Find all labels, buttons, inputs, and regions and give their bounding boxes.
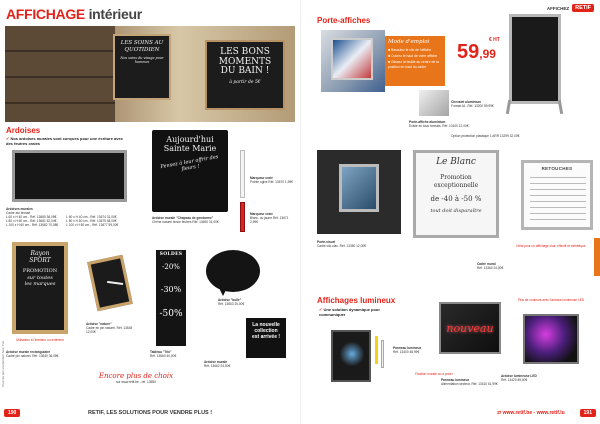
hero-board-right-line3: DU BAIN ! bbox=[220, 66, 270, 76]
mode-step-text: Ouvrez le haut de votre affiche bbox=[391, 54, 438, 59]
soldes-board bbox=[156, 250, 186, 346]
header-tag: AFFICHEZ bbox=[546, 5, 570, 11]
section-porte-affiches: Porte-affiches bbox=[317, 16, 371, 25]
soldes-value-2: -30% bbox=[160, 285, 182, 294]
soldes-caption: Tableau "Trio" bbox=[150, 350, 172, 354]
section-ardoises: Ardoises bbox=[6, 126, 41, 135]
mode-step-text: Basculez le clic de l'affiche bbox=[391, 48, 432, 52]
side-legal-text: Tous les prix s'entendent hors TVA bbox=[1, 341, 5, 387]
marqueur-craie-info bbox=[250, 176, 296, 184]
big-ardoise-row: L 80 x H 60 cm - Réf. 13681 52,04€ bbox=[6, 219, 57, 223]
le-blanc-line2: Promotion bbox=[440, 174, 472, 181]
big-ardoise-row: L 100 x H 60 cm - Réf. 13682 70,08€ bbox=[6, 223, 59, 227]
collection-board bbox=[246, 318, 286, 358]
big-ardoise-row: L 60 x H 40 cm - Réf. 13680 36,08€ bbox=[6, 215, 57, 219]
price-currency: € bbox=[489, 37, 492, 43]
led-note: Plus de couleurs avec l'ardoise lumineuse LED bbox=[517, 298, 585, 302]
hero-board-left bbox=[113, 34, 171, 100]
nature-spec: Cadre en pin naturel. Réf. 13645 12,00€ bbox=[86, 326, 133, 334]
hero-board-right-price: à partir de 5€ bbox=[229, 79, 261, 85]
chevalet-caption: Ardoise murale "Chapeau de gendarme" bbox=[152, 216, 214, 220]
price-dec: ,99 bbox=[479, 47, 496, 61]
rayon-note: Utilisation à l'intérieur ou extérieur bbox=[16, 338, 64, 342]
panneau-lum-spec: Réf. 13400 48,99€ bbox=[393, 350, 420, 354]
big-ardoise-row: L 60 x H 40 cm - Réf. 13674 31,00€ bbox=[66, 215, 117, 219]
led-board-glow bbox=[339, 342, 365, 366]
big-ardoise-col2 bbox=[66, 215, 118, 227]
marqueur-craie-title: Marqueur craie bbox=[250, 176, 273, 180]
le-blanc-line3: exceptionnelle bbox=[433, 182, 479, 189]
marqueur-rouge-spec: Blanc, ou jaune Réf. 13671 2,99€ bbox=[250, 216, 289, 224]
rayon-line1: Rayon bbox=[30, 250, 50, 257]
panneau-lum-caption: Panneau lumineux bbox=[393, 346, 422, 350]
panneau-lum-caption-2: Panneau lumineux bbox=[441, 378, 470, 382]
marqueur-white-image bbox=[240, 150, 245, 198]
big-ardoise-row: L 80 x H 60 cm - Réf. 13675 48,00€ bbox=[66, 219, 117, 223]
hero-board-left-sub: Nos soins du visage pour hommes bbox=[120, 56, 164, 65]
chevalet-alu-spec: Format A1. Réf. 13200 59,99€ bbox=[451, 104, 494, 108]
ardoise-led-info bbox=[501, 374, 597, 382]
led-board-small-image bbox=[331, 330, 371, 382]
cadre-mural-spec: Réf. 13360 24,00€ bbox=[477, 266, 504, 270]
price-ht: HT bbox=[493, 37, 500, 43]
mode-step: ■ Glissez la feuille au centre de la position en haut du cadre bbox=[388, 60, 439, 69]
soldes-value-3: -50% bbox=[159, 309, 183, 319]
big-ardoise-row: L 100 x H 60 cm - Réf. 13677 59,00€ bbox=[66, 223, 119, 227]
collection-line3: est arrivée ! bbox=[251, 334, 281, 340]
big-ardoise-title: Ardoises murales bbox=[6, 207, 33, 211]
chevalet-line2: Sainte Marie bbox=[163, 144, 217, 153]
porte-visuel-spec: Cadre clic-clac. Réf. 13350 12,00€ bbox=[317, 244, 366, 248]
footer-slogan: RETIF, LES SOLUTIONS POUR VENDRE PLUS ! bbox=[88, 410, 213, 416]
footer-page-number-right: 191 bbox=[580, 409, 596, 417]
rayon-caption: Ardoise murale rectangulaire bbox=[6, 350, 51, 354]
bulle-info bbox=[218, 298, 262, 306]
header-brand: RETIF bbox=[572, 4, 594, 12]
marqueur-rouge-title: Marqueur craie bbox=[250, 212, 273, 216]
chevalet-leg-right bbox=[558, 100, 563, 114]
soldes-spec: Réf. 13660 40,00€ bbox=[150, 354, 177, 358]
mode-step-text: Glissez la feuille au centre de la position en haut du cadre bbox=[388, 60, 439, 69]
chevalet-alu-image bbox=[505, 14, 565, 114]
ardoise-led-spec: Réf. 13420 89,00€ bbox=[501, 378, 528, 382]
le-blanc-line4: de -40 à -50 % bbox=[430, 195, 482, 203]
chevalet-info bbox=[152, 216, 242, 224]
page-title-main: AFFICHAGE bbox=[6, 6, 85, 22]
soldes-info bbox=[150, 350, 200, 358]
chevalet-line1: Aujourd'hui bbox=[166, 135, 214, 144]
rayon-caption-spec: Cadre pin naturel. Réf. 13640 36,08€ bbox=[6, 354, 59, 358]
ardoise-led-image bbox=[523, 314, 579, 364]
rayon-line2: SPORT bbox=[29, 257, 51, 264]
price-int: 59 bbox=[457, 41, 480, 63]
mode-step: ■ Ouvrez le haut de votre affiche bbox=[388, 54, 438, 59]
panneau-lum-info bbox=[393, 346, 433, 354]
chevalet-option: Option protection plastique 1 ARR 13299 32,00€ bbox=[451, 134, 520, 138]
footer-url: www.retif.be - www.retif.lu bbox=[502, 410, 565, 416]
chevalet-price bbox=[457, 37, 500, 64]
marqueurs-spec: Réf. 13662 24,00€ bbox=[204, 364, 231, 368]
big-ardoise-image bbox=[12, 150, 127, 202]
chevalet-frame bbox=[509, 14, 561, 104]
marqueur-red-image bbox=[240, 202, 245, 232]
check-icon: ✔ bbox=[319, 307, 324, 312]
mode-step: ■ Basculez le clic de l'affiche bbox=[388, 48, 432, 52]
bulle-spec: Réf. 13663 25,00€ bbox=[218, 302, 245, 306]
chevalet-board bbox=[152, 130, 228, 212]
encore-plus[interactable] bbox=[86, 372, 186, 384]
soldes-value-1: -20% bbox=[162, 263, 180, 271]
marqueur-rouge-info bbox=[250, 212, 296, 224]
right-page bbox=[300, 0, 600, 424]
rayon-info bbox=[6, 350, 76, 358]
porte-affiche-image bbox=[321, 30, 385, 92]
nature-caption: Ardoise "nature" bbox=[86, 322, 112, 326]
panneau-lum-spec-2: Alimentation secteur. Réf. 13410 61,99€ bbox=[441, 382, 498, 386]
collection-line2: collection bbox=[254, 328, 278, 334]
marker-white-icon bbox=[381, 340, 384, 368]
rayon-line4: sur toutes bbox=[27, 275, 53, 281]
porte-affiche-spec: Existe en tous formats. Réf. 13100 12,00€ bbox=[409, 124, 469, 128]
nouveau-text: nouveau bbox=[446, 321, 494, 335]
chevalet-caption-spec: Chêne naturel tenue feutres Réf. 13650 31,00€ bbox=[152, 220, 219, 224]
poster-visual bbox=[331, 38, 373, 80]
page-title bbox=[6, 6, 142, 22]
hero-board-left-title: LES SOINS AU QUOTIDIEN bbox=[120, 40, 164, 53]
cadre-mural-info bbox=[477, 262, 597, 270]
ardoise-led-caption: Ardoise lumineuse LED bbox=[501, 374, 537, 378]
lumineux-subtitle bbox=[319, 307, 389, 317]
retouches-lines bbox=[530, 177, 586, 223]
cadre-note: Idéal pour un affichage clair, effectif et esthétique bbox=[516, 244, 586, 248]
mode-emploi-title: Mode d'emploi bbox=[388, 39, 430, 45]
encore-plus-title: Encore plus de choix bbox=[98, 372, 174, 380]
big-ardoise-table bbox=[6, 215, 156, 227]
hero-board-right-line1: LES BONS bbox=[220, 47, 270, 57]
chevalet-alu-caption: Chevalet aluminium bbox=[451, 100, 482, 104]
le-blanc-line1: Le Blanc bbox=[436, 157, 476, 167]
porte-affiche-info bbox=[409, 120, 469, 128]
header-tag-group bbox=[547, 4, 594, 12]
rayon-line5: les marques bbox=[24, 281, 56, 287]
cart-icon: ⇄ bbox=[497, 410, 503, 416]
retouches-title: RETOUCHES bbox=[541, 166, 573, 171]
panneau-lum-info-2 bbox=[441, 378, 501, 386]
led-markers bbox=[375, 336, 391, 376]
big-ardoise-info bbox=[6, 207, 156, 227]
side-tab bbox=[594, 238, 600, 276]
shelf-left bbox=[5, 26, 115, 122]
rayon-line3: PROMOTION bbox=[22, 268, 58, 274]
retouches-board bbox=[521, 160, 593, 230]
marqueur-craie-spec: Pointe ogive Réf. 13670 1,99€ bbox=[250, 180, 293, 184]
chevalet-alu-info bbox=[451, 100, 505, 108]
marker-yellow-icon bbox=[375, 336, 378, 364]
marqueurs-caption: Ardoise murale bbox=[204, 360, 228, 364]
lumineux-subtitle-text: Une solution dynamique pour communiquer bbox=[319, 307, 380, 317]
chevalet-leg-left bbox=[506, 100, 511, 114]
porte-visuel-image bbox=[317, 150, 401, 234]
hero-board-right-line2: MOMENTS bbox=[218, 56, 272, 67]
marqueurs-info bbox=[204, 360, 254, 368]
bulle-board-image bbox=[206, 250, 260, 292]
footer-page-number: 190 bbox=[4, 409, 20, 417]
porte-visuel-frame bbox=[339, 164, 379, 212]
big-ardoise-col1 bbox=[6, 215, 58, 227]
footer-url-group[interactable] bbox=[497, 410, 565, 416]
section-lumineux: Affichages lumineux bbox=[317, 296, 396, 305]
chevalet-line3: Pensez à leur offrir des fleurs ! bbox=[160, 153, 219, 173]
rayon-sport-board bbox=[12, 242, 68, 334]
chalk-stick-icon bbox=[107, 281, 123, 285]
encore-plus-url: sur www.retif.be - réf. 13650 bbox=[116, 380, 156, 384]
nature-board-image bbox=[87, 255, 133, 311]
ardoises-subtitle-text: Nos ardoises murales sont conçues pour une écriture avec des feutres craies bbox=[6, 136, 123, 146]
le-blanc-board bbox=[413, 150, 499, 238]
hero-board-right bbox=[205, 40, 285, 110]
big-ardoise-spec: Cadre alu brossé bbox=[6, 211, 31, 215]
check-icon: ✔ bbox=[6, 136, 11, 141]
page-title-sub: intérieur bbox=[88, 6, 142, 22]
ardoises-subtitle bbox=[6, 136, 126, 146]
le-blanc-line5: tout doit disparaître bbox=[430, 208, 482, 214]
bulle-tail-icon bbox=[218, 286, 228, 296]
porte-affiche-caption: Porte-affiche aluminium bbox=[409, 120, 446, 124]
porte-visuel-caption: Porte-visuel bbox=[317, 240, 336, 244]
soldes-title: SOLDES bbox=[159, 252, 183, 257]
mode-emploi-box bbox=[385, 36, 445, 86]
nature-info bbox=[86, 322, 138, 334]
price-meta bbox=[489, 38, 500, 43]
cadre-mural-caption: Cadre mural bbox=[477, 262, 496, 266]
detail-image bbox=[419, 90, 449, 116]
bulle-caption: Ardoise "bulle" bbox=[218, 298, 242, 302]
porte-visuel-info bbox=[317, 240, 407, 248]
fixations-note: Fixation murale ou à poser bbox=[415, 372, 453, 376]
collection-line1: La nouvelle bbox=[252, 322, 280, 328]
nouveau-board-image bbox=[439, 302, 501, 354]
hero-photo bbox=[5, 26, 295, 122]
